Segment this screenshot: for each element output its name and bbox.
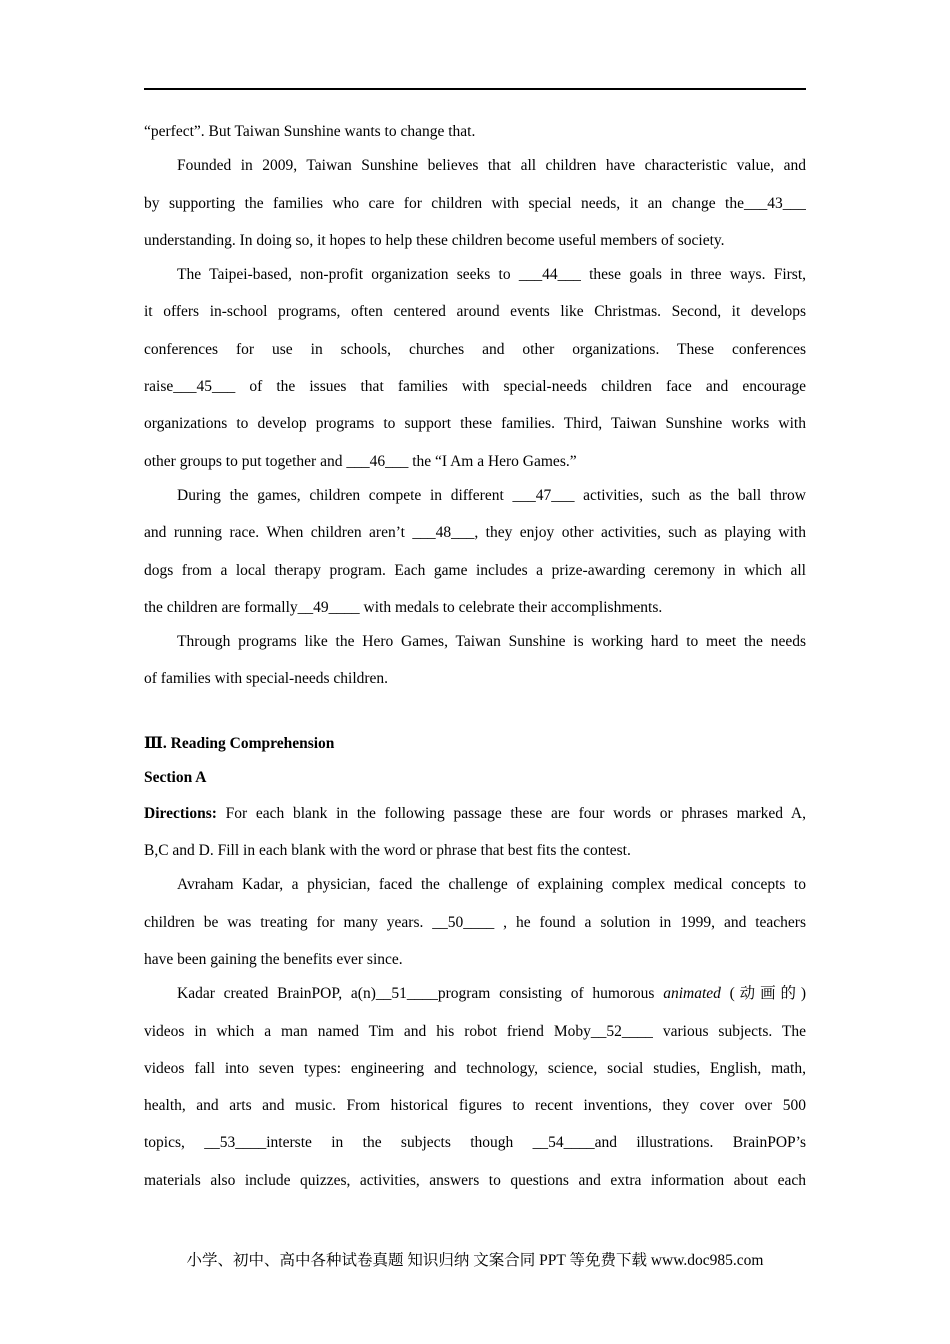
text-line bbox=[144, 795, 806, 832]
text-line: children be was treating for many years. __50____ , he found a solution in 1999, and teachers bbox=[144, 913, 806, 931]
text-line: topics, __53____interste in the subjects though __54____and illustrations. BrainPOP’s bbox=[144, 1134, 806, 1152]
directions-text: For each blank in the following passage these are four words or phrases marked A, bbox=[216, 804, 806, 822]
text-line: Founded in 2009, Taiwan Sunshine believes that all children have characteristic value, and bbox=[177, 157, 806, 175]
text-line bbox=[144, 975, 806, 1012]
text-line: “perfect”. But Taiwan Sunshine wants to change that. bbox=[144, 123, 476, 140]
paragraph bbox=[144, 866, 806, 978]
text-line: health, and arts and music. From historical figures to recent inventions, they cover over 500 bbox=[144, 1097, 806, 1115]
section-subheading: Section A bbox=[144, 768, 207, 786]
document-body bbox=[144, 113, 806, 1196]
directions-label: Directions: bbox=[144, 804, 217, 822]
text-line: Avraham Kadar, a physician, faced the challenge of explaining complex medical concepts to bbox=[177, 876, 806, 894]
text-line: videos in which a man named Tim and his robot friend Moby__52____ various subjects. The bbox=[144, 1022, 806, 1040]
paragraph bbox=[144, 477, 806, 626]
text-line: and running race. When children aren’t ___48___, they enjoy other activities, such as playing with bbox=[144, 524, 806, 542]
text-line: dogs from a local therapy program. Each game includes a prize-awarding ceremony in which all bbox=[144, 561, 806, 579]
text-line: During the games, children compete in different ___47___ activities, such as the ball throw bbox=[177, 486, 806, 504]
paragraph bbox=[144, 147, 806, 259]
italic-term: animated bbox=[663, 985, 721, 1003]
text-line: other groups to put together and ___46___ the “I Am a Hero Games.” bbox=[144, 452, 577, 470]
text-line: have been gaining the benefits ever since. bbox=[144, 950, 403, 968]
text-line: Through programs like the Hero Games, Taiwan Sunshine is working hard to meet the needs bbox=[177, 633, 806, 651]
section-heading: Ⅲ. Reading Comprehension bbox=[144, 734, 335, 752]
text-line: understanding. In doing so, it hopes to help these children become useful members of society. bbox=[144, 231, 725, 249]
page-footer: 小学、初中、高中各种试卷真题 知识归纳 文案合同 PPT 等免费下载 www.doc985.com bbox=[186, 1252, 764, 1269]
header-rule bbox=[144, 88, 806, 90]
text-line: materials also include quizzes, activities, answers to questions and extra information about each bbox=[144, 1171, 806, 1189]
text-span: Kadar created BrainPOP, a(n)__51____program consisting of humorous bbox=[177, 985, 664, 1003]
text-line: raise___45___ of the issues that families with special-needs children face and encourage bbox=[144, 378, 806, 396]
text-line: B,C and D. Fill in each blank with the word or phrase that best fits the contest. bbox=[144, 842, 631, 860]
text-line: the children are formally__49____ with medals to celebrate their accomplishments. bbox=[144, 598, 663, 616]
text-line: conferences for use in schools, churches and other organizations. These conferences bbox=[144, 340, 806, 358]
text-line: organizations to develop programs to support these families. Third, Taiwan Sunshine works with bbox=[144, 415, 806, 433]
paragraph bbox=[144, 113, 806, 150]
text-line: videos fall into seven types: engineering and technology, science, social studies, English, math, bbox=[144, 1059, 806, 1077]
paragraph bbox=[144, 256, 806, 480]
text-line: by supporting the families who care for children with special needs, it an change the___43___ bbox=[144, 194, 806, 212]
text-span: (动画的) bbox=[720, 985, 806, 1003]
paragraph bbox=[144, 623, 806, 698]
text-line: it offers in-school programs, often centered around events like Christmas. Second, it develops bbox=[144, 303, 806, 321]
paragraph bbox=[144, 975, 806, 1199]
text-line: The Taipei-based, non-profit organization seeks to ___44___ these goals in three ways. First, bbox=[177, 266, 806, 284]
text-line: of families with special-needs children. bbox=[144, 670, 389, 688]
directions bbox=[144, 795, 806, 870]
